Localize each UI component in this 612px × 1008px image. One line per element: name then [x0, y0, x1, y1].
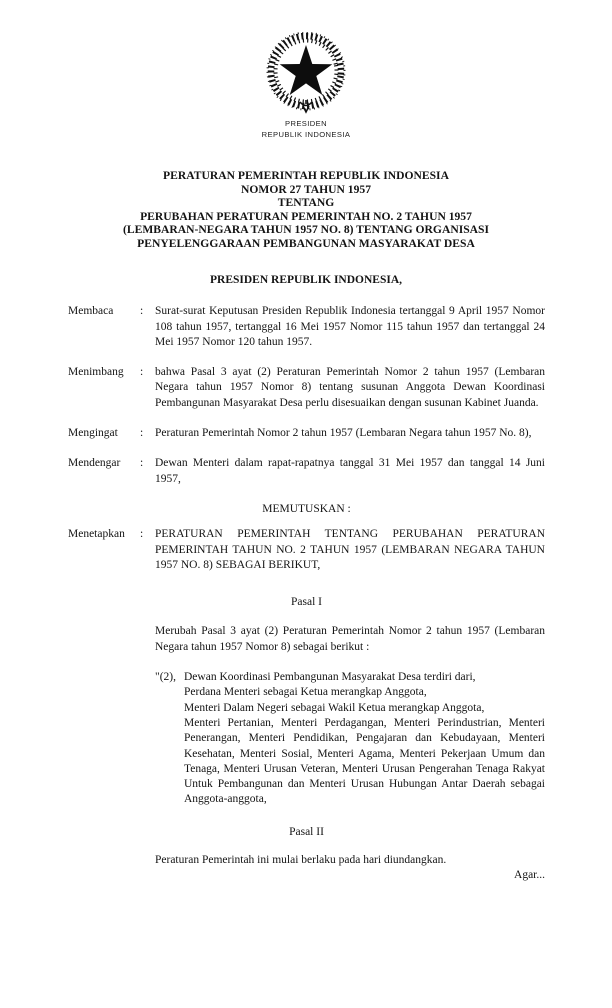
enactment-label: Menetapkan: [68, 528, 125, 541]
clause-2: [155, 670, 545, 808]
clause-line: Menteri Pertanian, Menteri Perdagangan, Menteri Perindustrian, Menteri Penerangan, Menteri Pendidikan, Pengajaran dan Kebudayaan, Menteri Kesehatan, Menteri Sosial, Menteri Agama, Menteri Pekerjaan Umum dan Tenaga, Menteri Urusan Veteran, Menteri Urusan Pengerahan Tenaga Rakyat Untuk Pembangunan dan Menteri Urusan Hubungan Antar Daerah sebagai Anggota-anggota,: [184, 716, 545, 806]
institution-line-presiden: PRESIDEN: [284, 119, 328, 128]
preamble-colon: :: [140, 305, 144, 318]
institution-line-republik: REPUBLIK INDONESIA: [261, 129, 351, 139]
seal-container: [0, 0, 612, 116]
preamble-text: Surat-surat Keputusan Presiden Republik Indonesia tertanggal 9 April 1957 Nomor 108 tahun 1957, tertanggal 16 Mei 1957 Nomor 115 tahun 1957 dan tertanggal 24 Mei 1957 Nomor 120 tahun 1957.: [155, 305, 545, 348]
preamble-label: Mendengar: [68, 457, 121, 470]
enactment-text: PERATURAN PEMERINTAH TENTANG PERUBAHAN PERATURAN PEMERINTAH TAHUN NO. 2 TAHUN 1957 (LEMBARAN NEGARA TAHUN 1957 NO. 8) SEBAGAI BERIKUT,: [155, 528, 545, 571]
preamble-colon: :: [140, 427, 144, 440]
institution-caption: [0, 119, 612, 140]
enactment-colon: :: [140, 528, 144, 541]
article-2-body: [68, 853, 545, 884]
regulation-title: [0, 169, 612, 250]
preamble-item-membaca: [68, 304, 545, 350]
clause-text: [184, 670, 545, 808]
preamble-label: Menimbang: [68, 366, 124, 379]
decision-heading: MEMUTUSKAN :: [262, 502, 351, 515]
preamble-colon: :: [140, 457, 144, 470]
enactment-item: [68, 527, 545, 573]
star-icon: [280, 45, 333, 95]
presidential-seal-icon: [258, 32, 354, 116]
title-line: PERUBAHAN PERATURAN PEMERINTAH NO. 2 TAHUN 1957: [140, 209, 472, 223]
clause-line: Dewan Koordinasi Pembangunan Masyarakat Desa terdiri dari,: [184, 671, 476, 684]
preamble-item-mengingat: [68, 426, 545, 441]
article-1-intro: Merubah Pasal 3 ayat (2) Peraturan Pemerintah Nomor 2 tahun 1957 (Lembaran Negara tahun 1957 Nomor 8) sebagai berikut :: [155, 625, 545, 653]
preamble-item-menimbang: [68, 365, 545, 411]
title-line: TENTANG: [277, 196, 335, 209]
article-2-text: Peraturan Pemerintah ini mulai berlaku pada hari diundangkan.: [155, 854, 447, 867]
preamble-label: Mengingat: [68, 427, 118, 440]
page-continuation-marker: Agar...: [514, 869, 545, 882]
title-line: PERATURAN PEMERINTAH REPUBLIK INDONESIA: [163, 169, 449, 182]
preamble-text: Peraturan Pemerintah Nomor 2 tahun 1957 (Lembaran Negara tahun 1957 No. 8),: [155, 427, 532, 440]
article-2-heading: Pasal II: [289, 825, 324, 838]
preamble-text: Dewan Menteri dalam rapat-rapatnya tanggal 31 Mei 1957 dan tanggal 14 Juni 1957,: [155, 457, 545, 485]
article-1-body: [68, 624, 545, 807]
preamble-colon: :: [140, 366, 144, 379]
title-line: NOMOR 27 TAHUN 1957: [241, 182, 371, 196]
document-body: [0, 304, 612, 883]
clause-line: Menteri Dalam Negeri sebagai Wakil Ketua merangkap Anggota,: [184, 701, 485, 714]
preamble-item-mendengar: [68, 456, 545, 487]
clause-marker: "(2),: [155, 671, 176, 684]
title-line: (LEMBARAN-NEGARA TAHUN 1957 NO. 8) TENTANG ORGANISASI: [123, 223, 489, 236]
preamble-label: Membaca: [68, 305, 114, 318]
preamble-text: bahwa Pasal 3 ayat (2) Peraturan Pemerintah Nomor 2 tahun 1957 (Lembaran Negara tahun 1957 Nomor 8) tentang susunan Anggota Dewan Koordinasi Pembangunan Masyarakat Desa perlu disesuaikan dengan susunan Kabinet Juanda.: [155, 366, 545, 409]
preamble-heading: PRESIDEN REPUBLIK INDONESIA,: [209, 274, 403, 286]
article-1-heading: Pasal I: [291, 596, 322, 609]
title-line: PENYELENGGARAAN PEMBANGUNAN MASYARAKAT DESA: [137, 236, 475, 250]
clause-line: Perdana Menteri sebagai Ketua merangkap Anggota,: [184, 686, 427, 699]
